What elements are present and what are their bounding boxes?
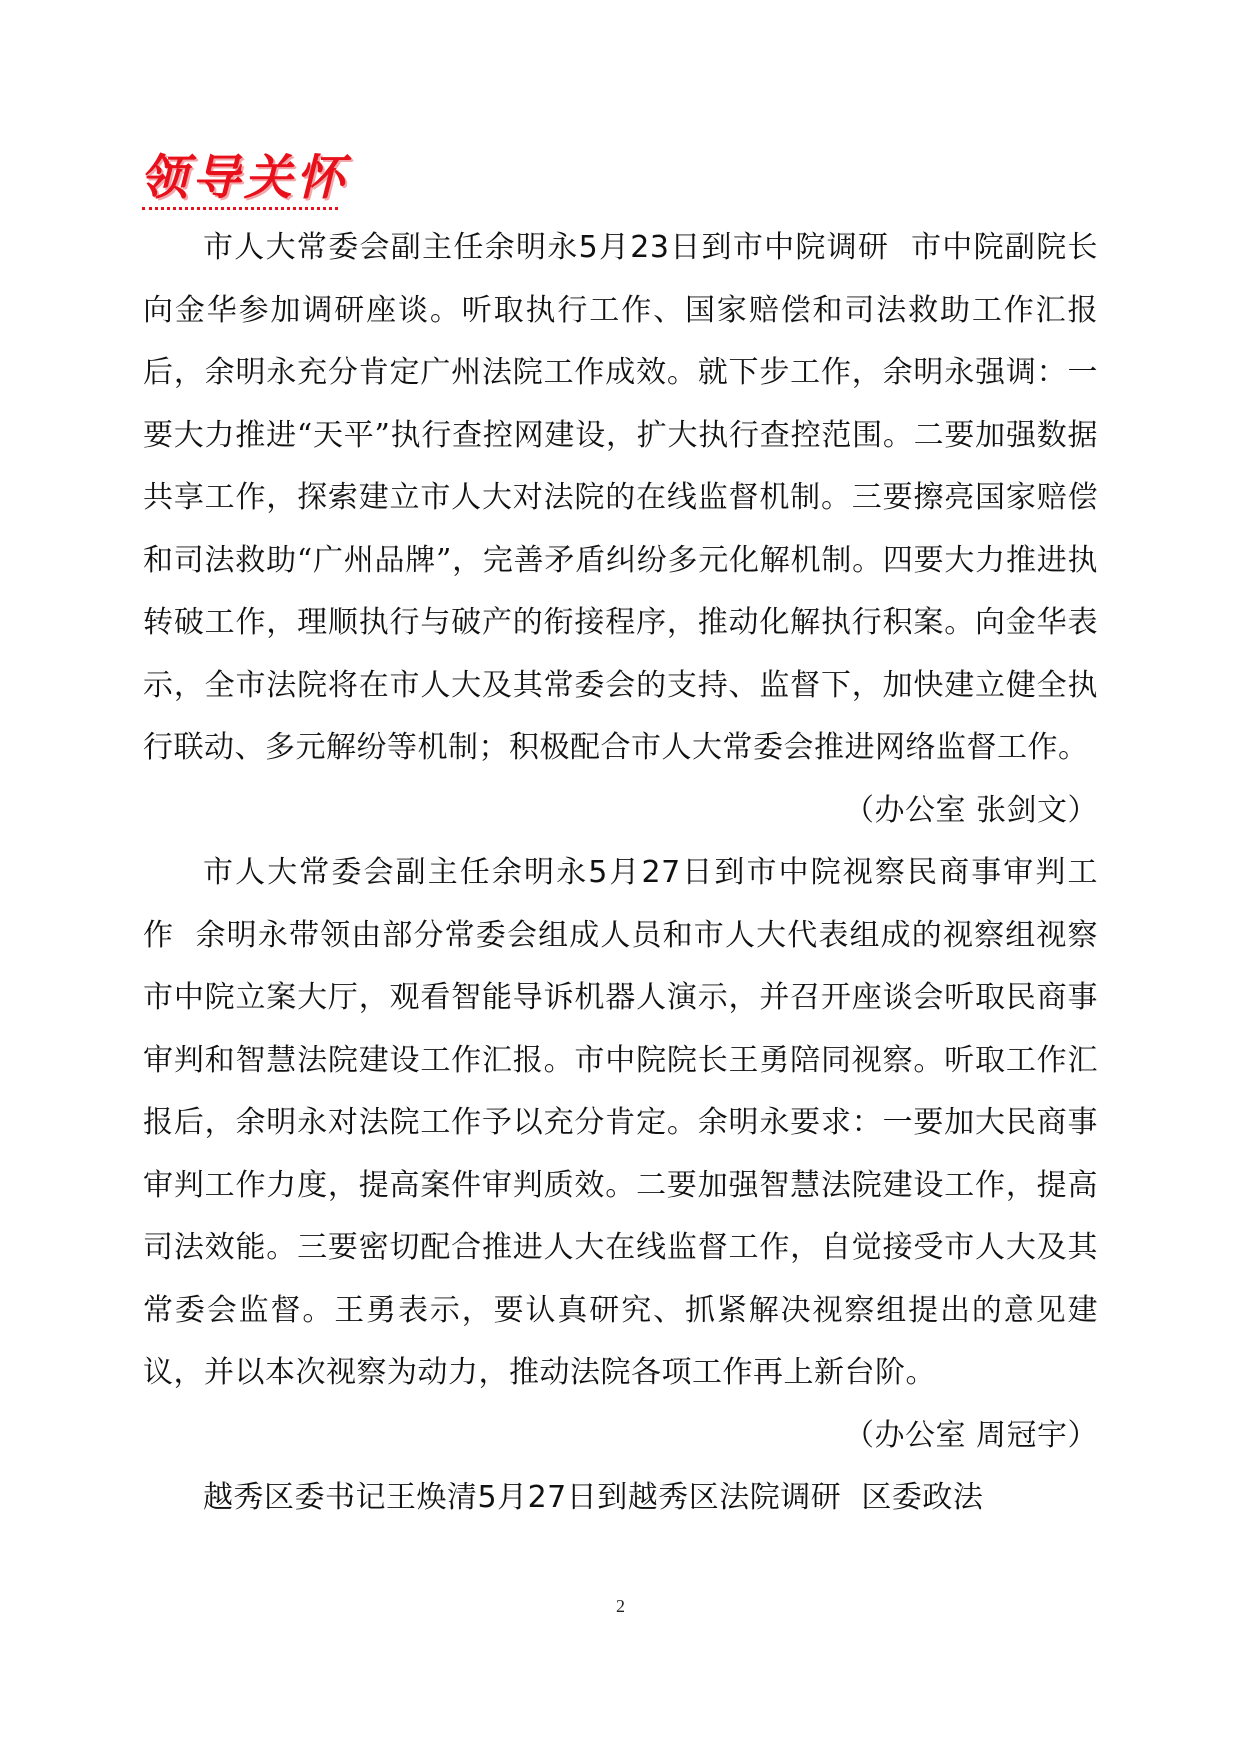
page-number: 2	[616, 1596, 625, 1616]
article-2	[143, 842, 1099, 1453]
article-1-byline: （办公室 张剑文）	[843, 792, 1098, 828]
article-1-body: 市中院副院长向金华参加调研座谈。听取执行工作、国家赔偿和司法救助工作汇报后，余明永充分肯定广州法院工作成效。就下步工作，余明永强调：一要大力推进“天平”执行查控网建设，扩大执行查控范围。二要加强数据共享工作，探索建立市人大对法院的在线监督机制。三要擦亮国家赔偿和司法救助“广州品牌”，完善矛盾纠纷多元化解机制。四要大力推进执转破工作，理顺执行与破产的衔接程序，推动化解执行积案。向金华表示，全市法院将在市人大及其常委会的支持、监督下，加快建立健全执行联动、多元解纷等机制；积极配合市人大常委会推进网络监督工作。	[143, 230, 1098, 765]
article-2-headline: 市人大常委会副主任余明永5月27日到市中院视察民商事审判工作	[143, 855, 1098, 953]
article-2-byline: （办公室 周冠宇）	[843, 1417, 1098, 1453]
article-1-headline: 市人大常委会副主任余明永5月23日到市中院调研	[203, 230, 890, 265]
article-2-body: 余明永带领由部分常委会组成人员和市人大代表组成的视察组视察市中院立案大厅，观看智能导诉机器人演示，并召开座谈会听取民商事审判和智慧法院建设工作汇报。市中院院长王勇陪同视察。听取工作汇报后，余明永对法院工作予以充分肯定。余明永要求：一要加大民商事审判工作力度，提高案件审判质效。二要加强智慧法院建设工作，提高司法效能。三要密切配合推进人大在线监督工作，自觉接受市人大及其常委会监督。王勇表示，要认真研究、抓紧解决视察组提出的意见建议，并以本次视察为动力，推动法院各项工作再上新台阶。	[143, 917, 1099, 1390]
article-1	[143, 217, 1098, 828]
article-3-headline: 越秀区委书记王焕清5月27日到越秀区法院调研	[203, 1480, 842, 1515]
article-3-body: 区委政法	[861, 1480, 984, 1515]
section-title: 领导关怀	[140, 150, 349, 206]
document-body	[143, 217, 1098, 1530]
article-3	[143, 1467, 1098, 1530]
section-title-underline	[142, 203, 338, 210]
